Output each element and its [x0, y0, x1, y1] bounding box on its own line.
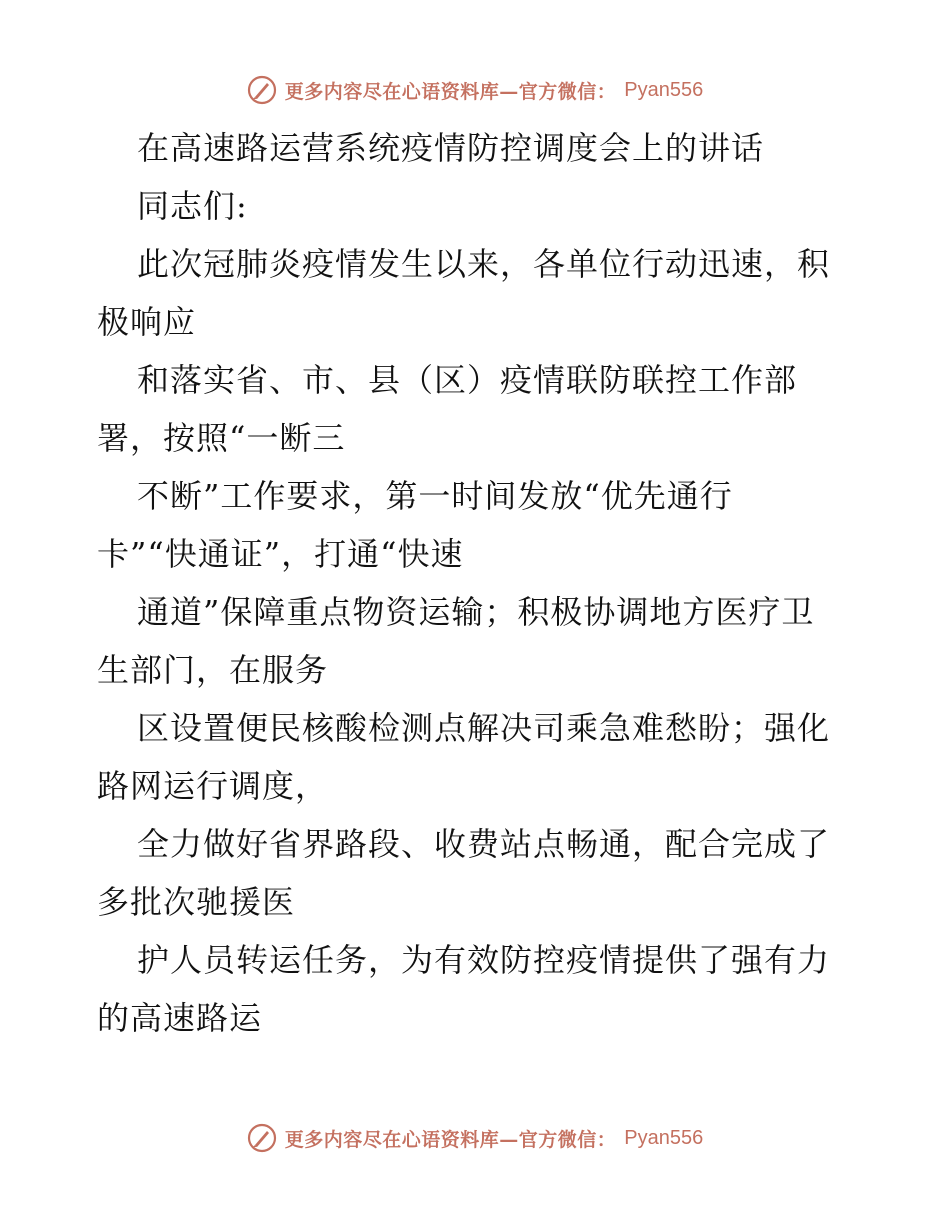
watermark-footer: [0, 1120, 950, 1156]
text-line: 通道”保障重点物资运输；积极协调地方医疗卫: [137, 593, 815, 631]
paragraph-lines: [97, 241, 857, 1053]
text-line: 区设置便民核酸检测点解决司乘急难愁盼；强化: [137, 709, 831, 747]
watermark-handle: Pyan556: [624, 1126, 704, 1149]
text-line: 护人员转运任务，为有效防控疫情提供了强有力: [137, 941, 831, 979]
text-line: 多批次驰援医: [97, 883, 296, 921]
watermark-text: 更多内容尽在心语资料库—官方微信：: [284, 1128, 617, 1151]
text-line: 此次冠肺炎疫情发生以来，各单位行动迅速，积: [137, 245, 831, 283]
text-line: 生部门，在服务: [97, 651, 329, 689]
text-line: 卡”“快通证”，打通“快速: [97, 535, 464, 573]
text-line: 极响应: [97, 303, 197, 341]
watermark-handle: Pyan556: [624, 78, 704, 101]
document-body: [97, 125, 857, 1053]
text-line: 的高速路运: [97, 999, 263, 1037]
text-line: 不断”工作要求，第一时间发放“优先通行: [137, 477, 733, 515]
text-line: 和落实省、市、县（区）疫情联防联控工作部: [137, 361, 798, 399]
watermark-text: 更多内容尽在心语资料库—官方微信：: [284, 80, 617, 103]
text-line: 署，按照“一断三: [97, 419, 346, 457]
text-line: 全力做好省界路段、收费站点畅通，配合完成了: [137, 825, 831, 863]
text-line: 路网运行调度，: [97, 767, 329, 805]
watermark-header: [0, 72, 950, 108]
quill-logo-icon: [247, 1123, 277, 1153]
salutation: 同志们:: [137, 187, 248, 225]
quill-logo-icon: [247, 75, 277, 105]
document-title: 在高速路运营系统疫情防控调度会上的讲话: [137, 129, 765, 167]
